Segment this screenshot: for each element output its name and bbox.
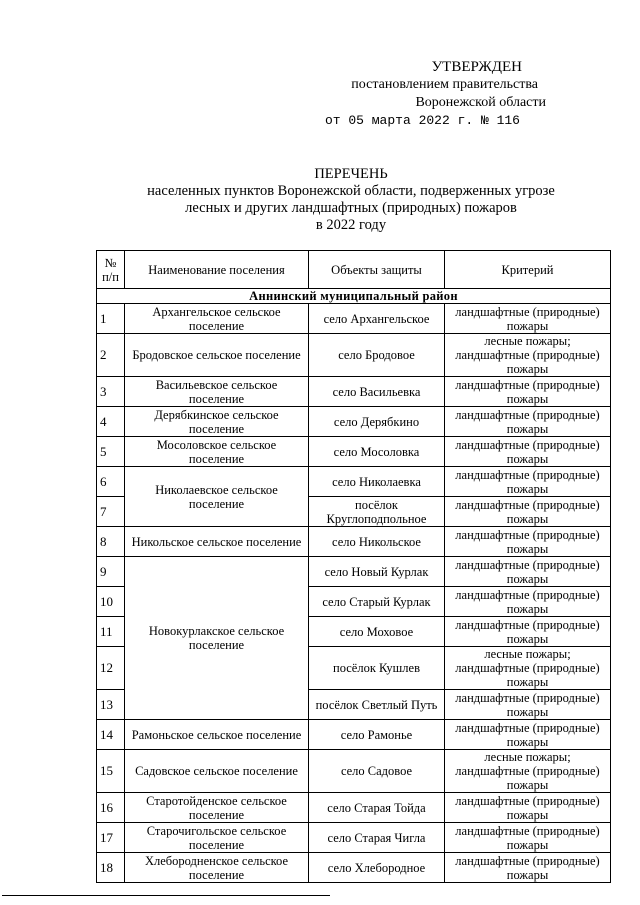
row-object: село Мосоловка (309, 437, 445, 467)
approval-stamp (300, 58, 600, 130)
row-criterion: ландшафтные (природные) пожары (445, 527, 611, 557)
approval-region: Воронежской области (415, 95, 546, 110)
row-object: село Архангельское (309, 304, 445, 334)
row-object: село Новый Курлак (309, 557, 445, 587)
row-object: село Хлебородное (309, 853, 445, 883)
row-num: 12 (97, 647, 125, 690)
row-object: село Дерябкино (309, 407, 445, 437)
approval-date: от 05 марта 2022 г. № 116 (324, 113, 520, 128)
row-num: 3 (97, 377, 125, 407)
district-row (97, 289, 611, 304)
table-row (97, 304, 611, 334)
row-object: село Рамонье (309, 720, 445, 750)
row-settlement: Рамоньское сельское поселение (125, 720, 309, 750)
header-object: Объекты защиты (309, 251, 445, 289)
row-criterion: ландшафтные (природные) пожары (445, 617, 611, 647)
row-object: село Моховое (309, 617, 445, 647)
row-settlement: Хлебородненское сельское поселение (125, 853, 309, 883)
title-subtitle-2: лесных и других ландшафтных (природных) пожаров (185, 200, 517, 216)
table-row (97, 407, 611, 437)
row-criterion: ландшафтные (природные) пожары (445, 720, 611, 750)
row-num: 8 (97, 527, 125, 557)
row-criterion: ландшафтные (природные) пожары (445, 557, 611, 587)
row-settlement: Старотойденское сельское поселение (125, 793, 309, 823)
table-header-row (97, 251, 611, 289)
table-row (97, 437, 611, 467)
row-num: 7 (97, 497, 125, 527)
row-settlement: Старочигольское сельское поселение (125, 823, 309, 853)
row-criterion: ландшафтные (природные) пожары (445, 587, 611, 617)
row-num: 15 (97, 750, 125, 793)
row-settlement: Дерябкинское сельское поселение (125, 407, 309, 437)
row-num: 16 (97, 793, 125, 823)
row-object: посёлок Светлый Путь (309, 690, 445, 720)
row-object: село Васильевка (309, 377, 445, 407)
title-year: в 2022 году (315, 217, 387, 233)
row-num: 2 (97, 334, 125, 377)
table-row (97, 377, 611, 407)
table-row (97, 720, 611, 750)
settlements-table (96, 250, 611, 883)
title-subtitle-1: населенных пунктов Воронежской области, подверженных угрозе (147, 183, 555, 199)
table-row (97, 823, 611, 853)
header-criterion: Критерий (445, 251, 611, 289)
row-settlement: Садовское сельское поселение (125, 750, 309, 793)
row-num: 11 (97, 617, 125, 647)
document-title (96, 166, 606, 234)
row-settlement: Новокурлакское сельское поселение (125, 557, 309, 720)
row-num: 17 (97, 823, 125, 853)
approval-authority: постановлением правительства (351, 77, 538, 92)
row-num: 13 (97, 690, 125, 720)
table-row (97, 557, 611, 587)
row-criterion: лесные пожары; ландшафтные (природные) пожары (445, 647, 611, 690)
table-row (97, 334, 611, 377)
row-num: 14 (97, 720, 125, 750)
row-settlement: Бродовское сельское поселение (125, 334, 309, 377)
row-num: 1 (97, 304, 125, 334)
row-num: 9 (97, 557, 125, 587)
row-criterion: лесные пожары; ландшафтные (природные) пожары (445, 750, 611, 793)
table-row (97, 750, 611, 793)
table-row (97, 527, 611, 557)
row-num: 5 (97, 437, 125, 467)
row-object: посёлок Круглоподпольное (309, 497, 445, 527)
row-criterion: ландшафтные (природные) пожары (445, 793, 611, 823)
row-object: село Бродовое (309, 334, 445, 377)
row-num: 6 (97, 467, 125, 497)
footer-divider (2, 895, 330, 896)
row-criterion: ландшафтные (природные) пожары (445, 497, 611, 527)
row-object: село Никольское (309, 527, 445, 557)
row-object: село Старая Чигла (309, 823, 445, 853)
row-settlement: Никольское сельское поселение (125, 527, 309, 557)
row-criterion: ландшафтные (природные) пожары (445, 823, 611, 853)
row-criterion: лесные пожары; ландшафтные (природные) пожары (445, 334, 611, 377)
row-object: село Старый Курлак (309, 587, 445, 617)
row-object: село Николаевка (309, 467, 445, 497)
district-name: Аннинский муниципальный район (97, 289, 611, 304)
row-settlement: Васильевское сельское поселение (125, 377, 309, 407)
header-num: № п/п (97, 251, 125, 289)
row-criterion: ландшафтные (природные) пожары (445, 407, 611, 437)
approval-heading: УТВЕРЖДЕН (431, 59, 522, 75)
table-row (97, 793, 611, 823)
header-settlement: Наименование поселения (125, 251, 309, 289)
table-row (97, 853, 611, 883)
row-criterion: ландшафтные (природные) пожары (445, 853, 611, 883)
row-criterion: ландшафтные (природные) пожары (445, 377, 611, 407)
row-settlement: Николаевское сельское поселение (125, 467, 309, 527)
row-criterion: ландшафтные (природные) пожары (445, 304, 611, 334)
row-object: село Садовое (309, 750, 445, 793)
row-settlement: Архангельское сельское поселение (125, 304, 309, 334)
row-criterion: ландшафтные (природные) пожары (445, 437, 611, 467)
row-object: посёлок Кушлев (309, 647, 445, 690)
row-criterion: ландшафтные (природные) пожары (445, 467, 611, 497)
table-row (97, 467, 611, 497)
row-criterion: ландшафтные (природные) пожары (445, 690, 611, 720)
row-num: 4 (97, 407, 125, 437)
title-heading: ПЕРЕЧЕНЬ (314, 166, 388, 182)
row-object: село Старая Тойда (309, 793, 445, 823)
row-settlement: Мосоловское сельское поселение (125, 437, 309, 467)
row-num: 10 (97, 587, 125, 617)
row-num: 18 (97, 853, 125, 883)
